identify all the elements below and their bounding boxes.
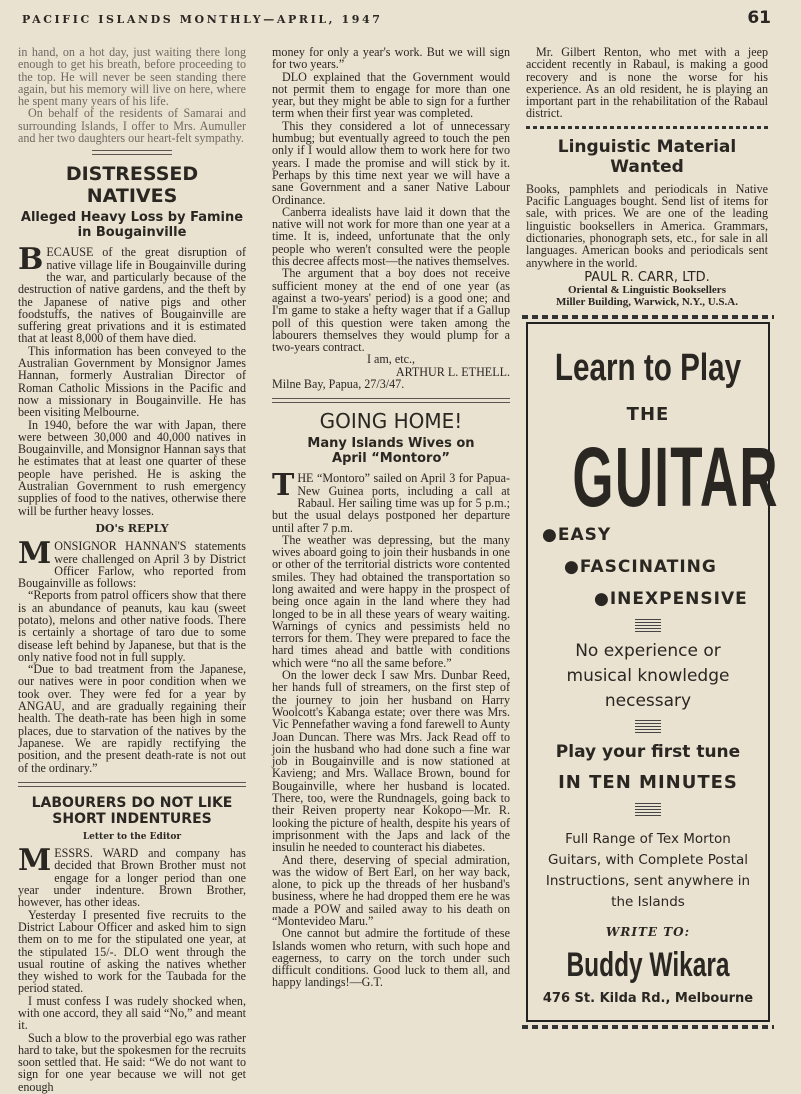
bar-ornament: [635, 619, 661, 633]
labourers-p2: Yesterday I presented five recruits to the District Labour Officer and asked him to sign them on to me for the stipulated one year, at the stipulated 15/-. DLO went through the usual routine of asking the natives whether they wished to work for the Taubada for the period stated.: [18, 907, 246, 996]
guitar-headline: Learn to Play: [554, 347, 742, 389]
linguistic-title-2: Wanted: [610, 156, 684, 177]
running-title: PACIFIC ISLANDS MONTHLY—APRIL, 1947: [22, 13, 383, 26]
write-to: WRITE TO:: [605, 925, 691, 939]
reply-p3: “Due to bad treatment from the Japanese, our natives were in poor condition when we took over. They were fed for a year by ANGAU, and are gradually regaining their health. The death-rate has been high in some places, due to starvation of the natives by the Japanese. We are rapidly rectifying the position, and the present death-rate is not out of the ordinary.”: [18, 662, 246, 775]
section-divider: [92, 150, 172, 155]
play-first-tune: Play your first tune: [555, 742, 741, 762]
linguistic-line1: Oriental & Linguistic Booksellers: [568, 284, 726, 297]
bullet-inexpensive: ●INEXPENSIVE: [594, 589, 748, 609]
going-home-p3: On the lower deck I saw Mrs. Dunbar Reed, her hands full of streamers, on the first step of the journey to join her husband on Harry Woolcott's Kabanga estate; over there was Mrs. Vic Pennefather waving a fond farewell to Aunty Joan Duncan. There was Mrs. Jack Read off to join the husband who had done such a fine war job in Bougainville and is now stationed at Kavieng; and Mrs. Wallace Brown, bound for Bougainville, where her husband is located. There, too, were the Rundnagels, going back to their Reiven property near Kokopo—Mr. R. looking the picture of health, despite his years of imprisonment with the Japs and lack of the insulin he needed to counteract his diabetes.: [272, 668, 510, 855]
bullet-fascinating: ●FASCINATING: [564, 557, 717, 577]
column-3: [526, 46, 768, 309]
page-number: 61: [747, 8, 771, 28]
guitar-word: GUITAR: [572, 430, 779, 524]
dropcap: T: [272, 468, 295, 504]
reply-p2: “Reports from patrol officers show that there is an abundance of peanuts, kau kau (sweet potato), melons and other native foods. There is certainly a shortage of taro due to some disease left behind by Japanese, but that is the only native food not in full supply.: [18, 588, 246, 664]
lead-paragraph: in hand, on a hot day, just waiting there long enough to get his breath, before proceeding to the top. He will never be seen standing there again, but his memory will live on here, where he spent many years of his life.: [18, 45, 246, 109]
going-home-subtitle: Many Islands Wives on April “Montoro”: [307, 436, 475, 467]
going-home-title: GOING HOME!: [319, 409, 463, 434]
labourers-p1: MESSRS. WARD and company has decided that Brown Brother must not engage for a longer period than one year under indenture. Brown Brother, however, has other ideas.: [18, 843, 246, 910]
letter-closing: I am, etc.,: [366, 352, 415, 367]
going-home-p4: And there, deserving of special admiration, was the widow of Bert Earl, on her way back, alone, to pick up the threads of her husband's business, where he had dropped them ere he was made a POW and sailed away to his death on “Montevideo Maru.”: [272, 852, 510, 928]
reply-title: DO's REPLY: [95, 521, 169, 535]
distressed-p1: BECAUSE of the great disruption of native village life in Bougainville during the war, and particularly because of the destruction of native gardens, and the theft by the Japanese of native pigs and other foodstuffs, the natives of Bougainville are suffering great privations and it is estimated that at least 8,000 of them have died.: [18, 242, 246, 346]
letter-cont: Canberra idealists have laid it down that the native will not work for more than one year at a time. It is, indeed, unfortunate that the only people who weren't consulted were the people this decree affects most—the natives themselves.: [272, 204, 510, 269]
buddy-wikara: Buddy Wikara: [566, 946, 730, 984]
letter-place-date: Milne Bay, Papua, 27/3/47.: [272, 377, 405, 392]
address: 476 St. Kilda Rd., Melbourne: [542, 991, 754, 1006]
letter-cont: DLO explained that the Government would not permit them to engage for more than one year, but they might be able to sign for a further term when their first year was completed.: [272, 69, 510, 121]
going-home-p1: THE “Montoro” sailed on April 3 for Papua-New Guinea ports, including a call at Rabaul. Her sailing time was up for 5 p.m.; but the usual delays postponed her departure until after 7 p.m.: [272, 468, 510, 535]
section-divider: [18, 782, 246, 787]
linguistic-body: Books, pamphlets and periodicals in Native Pacific Languages bought. Send list of items for sale, with prices. We are one of the leading linguistic booksellers in America. Grammars, dictionaries, phonograph sets, etc., for sale in all languages. American books and periodicals sent anywhere in the world.: [526, 181, 768, 270]
full-range: Full Range of Tex Morton Guitars, with Complete Postal Instructions, sent anywhere in the Islands: [545, 831, 751, 910]
dropcap: M: [18, 843, 52, 879]
labourers-subtitle: Letter to the Editor: [82, 831, 182, 842]
guitar-advert: [526, 322, 779, 1022]
renton-paragraph: Mr. Gilbert Renton, who met with a jeep accident recently in Rabaul, is making a good recovery and is none the worse for his experience. As an old resident, he is playing an important part in the rehabilitation of the Rabaul district.: [526, 45, 768, 121]
linguistic-title-1: Linguistic Material: [557, 136, 737, 157]
linguistic-name: PAUL R. CARR, LTD.: [584, 269, 710, 285]
labourers-title: LABOURERS DO NOT LIKE SHORT INDENTURES: [31, 794, 233, 827]
labourers-p3: I must confess I was rudely shocked when, with one accord, they all said “No,” and meant it.: [18, 993, 246, 1033]
distressed-p2: This information has been conveyed to the Australian Government by Monsignor James Hannan, formerly Australian Director of Roman Catholic Missions in the Pacific and now a missionary in Bougainville. He has been visiting Melbourne.: [18, 343, 246, 420]
distressed-p3: In 1940, before the war with Japan, there were between 30,000 and 40,000 natives in Bougainville, and Monsignor Hannan says that he estimates that at least one quarter of these people have perished. He is asking the Australian Government to rush emergency supplies of food to the natives, otherwise there will be further heavy losses.: [18, 417, 246, 518]
reply-p1: MONSIGNOR HANNAN'S statements were challenged on April 3 by District Officer Farlow, who reported from Bougainville as follows:: [18, 536, 246, 591]
ten-minutes: IN TEN MINUTES: [558, 772, 738, 793]
letter-cont: The argument that a boy does not receive sufficient money at the end of one year (as against a two-years' period) is a good one; and I'm game to stake a hefty wager that if a Gallup poll of this question were taken among the labourers themselves they would plump for a two-years contract.: [272, 266, 510, 355]
dotted-border: [522, 1025, 774, 1029]
dotted-border: [522, 315, 774, 319]
column-1: [18, 46, 246, 1093]
letter-signature: ARTHUR L. ETHELL.: [395, 364, 510, 379]
letter-cont: This they considered a lot of unnecessary humbug; but eventually agreed to touch the pen only if I would allow them to work here for two years. I made the promise and will stick by it. Perhaps by this time next year we will have a sane Government and a saner Native Labour Ordinance.: [272, 118, 510, 207]
column-2: [272, 46, 510, 989]
letter-cont: money for only a year's work. But we will sign for two years.”: [272, 45, 510, 72]
bar-ornament: [635, 720, 661, 734]
lead-paragraph: On behalf of the residents of Samarai and surrounding Islands, I offer to Mrs. Aumuller and her two daughters our heart-felt sympathy.: [18, 106, 246, 146]
labourers-p4: Such a blow to the proverbial ego was rather hard to take, but the spokesmen for the recruits soon settled that. He said: “We do not want to sign for one year because we will not get enough: [18, 1030, 246, 1094]
guitar-the: THE: [626, 404, 670, 425]
distressed-subtitle: Alleged Heavy Loss by Famine in Bougainville: [20, 210, 244, 241]
distressed-title: DISTRESSED NATIVES: [65, 163, 199, 208]
dropcap: M: [18, 536, 52, 572]
linguistic-line2: Miller Building, Warwick, N.Y., U.S.A.: [556, 296, 738, 309]
going-home-p2: The weather was depressing, but the many wives aboard going to join their husbands in one or other of the territorial districts wore contented smiles. They had obtained the transportation so long awaited and were happy in the prospect of being once again in the land where they had longed to be in all these years of weary waiting. Warnings of cynics and pessimists held no terrors for them. They were prepared to face the hard times ahead and battle with conditions which were “no all the same before.”: [272, 532, 510, 670]
dropcap: B: [18, 242, 44, 278]
section-divider: [272, 398, 510, 403]
bullet-easy: ●EASY: [542, 525, 612, 545]
no-experience: No experience or musical knowledge necessary: [566, 641, 730, 711]
going-home-p5: One cannot but admire the fortitude of these Islands women who return, with such hope and eagerness, to carry on the torch under such difficult conditions. Good luck to them all, and happy landings!—G.T.: [272, 926, 510, 990]
bar-ornament: [635, 803, 661, 817]
dotted-divider: [526, 126, 768, 129]
